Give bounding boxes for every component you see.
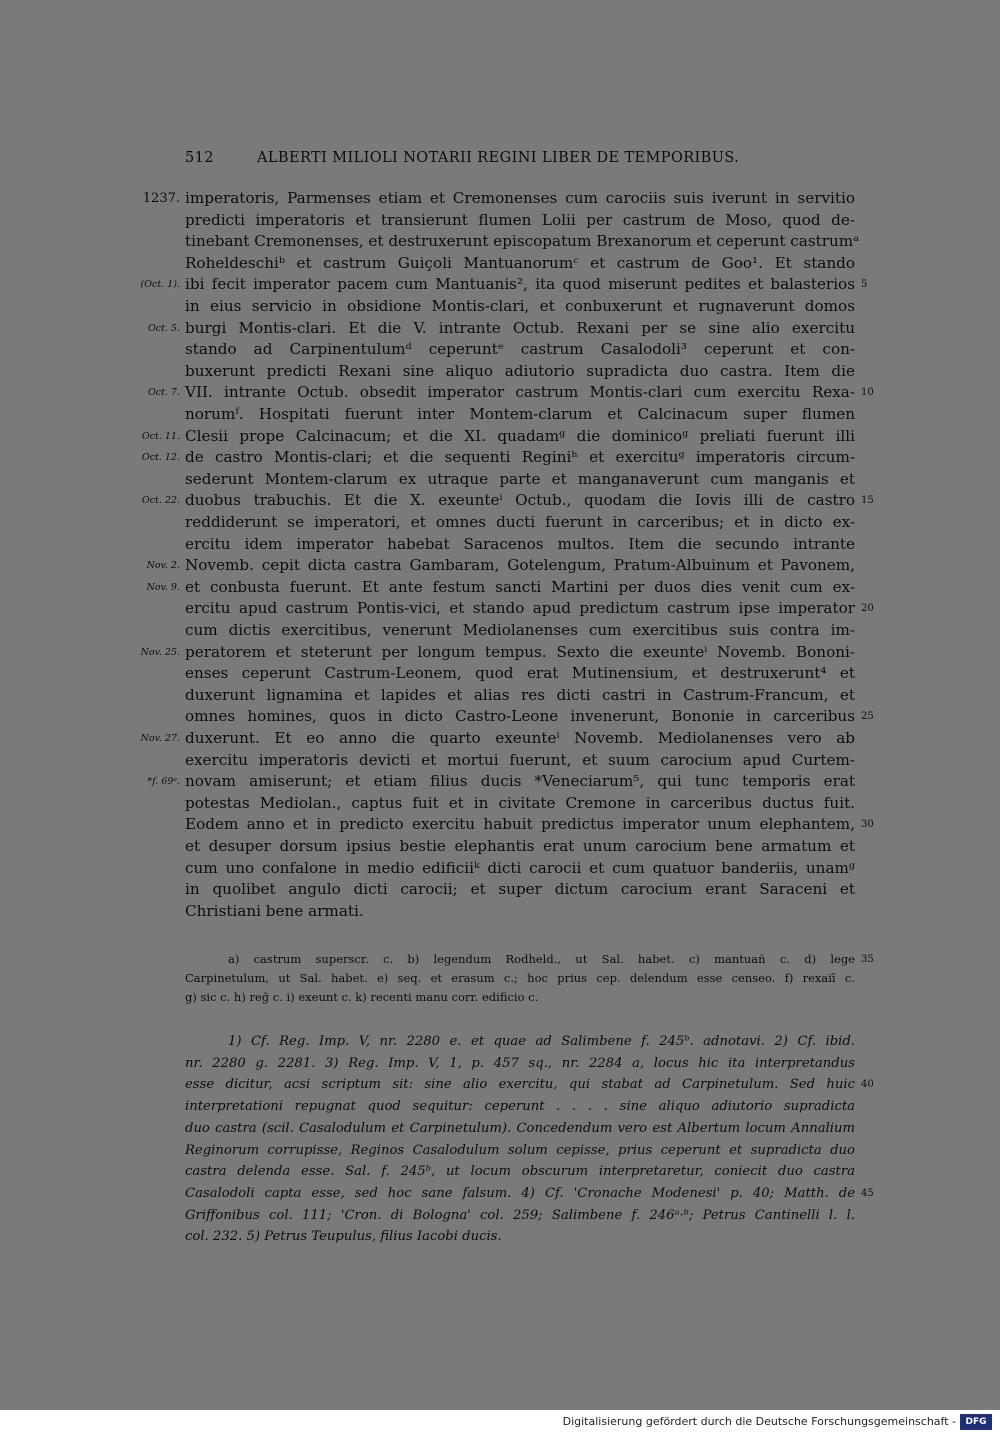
text-line: stando ad Carpinentulumᵈ ceperuntᵉ castrum Casalodoli³ ceperunt et con-	[185, 340, 855, 359]
text-line: reddiderunt se imperatori, et omnes ducti fuerunt in carceribus; et in dicto ex-	[185, 513, 855, 531]
textual-note-line: Carpinetulum, ut Sal. habet. e) seq. et erasum c.; hoc prius cep. delendum esse censeo. f) rexaiī c.	[185, 971, 855, 985]
text-line: potestas Mediolan., captus fuit et in civitate Cremone in carceribus ductus fuit.	[185, 793, 855, 812]
text-line: peratorem et steterunt per longum tempus. Sexto die exeunteⁱ Novemb. Bononi-	[185, 642, 855, 661]
textual-note-line: g) sic c. h) reğ c. i) exeunt c. k) recenti manu corr. edificio c.	[185, 990, 539, 1004]
line-number: 25	[861, 711, 874, 723]
textual-note-line: a) castrum superscr. c. b) legendum Rodheld., ut Sal. habet. c) mantuañ c. d) lege	[228, 952, 855, 966]
text-line: Clesii prope Calcinacum; et die XI. quadamᵍ die dominicoᵍ preliati fuerunt illi	[185, 426, 855, 445]
text-line: Eodem anno et in predicto exercitu habuit predictus imperator unum elephantem,	[185, 815, 855, 834]
text-line: duxerunt lignamina et lapides et alias res dicti castri in Castrum-Francum, et	[185, 685, 855, 704]
text-line: cum uno confalone in medio edificiiᵏ dicti carocii et cum quatuor banderiis, unamᵍ	[185, 858, 855, 877]
text-line: burgi Montis-clari. Et die V. intrante Octub. Rexani per se sine alio exercitu	[185, 318, 855, 337]
line-number: 5	[861, 279, 868, 291]
line-number: 15	[861, 495, 874, 507]
date-marker: Oct. 11.	[141, 430, 180, 442]
line-number: 30	[861, 819, 874, 831]
date-marker: Nov. 27.	[140, 733, 180, 744]
line-number: 20	[861, 603, 874, 615]
date-marker: Nov. 25.	[140, 646, 180, 658]
commentary-line: col. 232. 5) Petrus Teupulus, filius Iacobi ducis.	[185, 1229, 502, 1245]
year-marker: 1237.	[142, 191, 180, 206]
commentary-line: duo castra (scil. Casalodulum et Carpinetulum). Concedendum vero est Albertum locum Annalium	[185, 1120, 855, 1136]
commentary-line: 1) Cf. Reg. Imp. V, nr. 2280 e. et quae ad Salimbene f. 245ᵇ. adnotavi. 2) Cf. ibid.	[228, 1034, 855, 1049]
text-line: norumᶠ. Hospitati fuerunt inter Montem-clarum et Calcinacum super flumen	[185, 405, 855, 423]
text-line: in quolibet angulo dicti carocii; et super dictum carocium erant Saraceni et	[185, 880, 855, 899]
date-marker: (Oct. 1).	[140, 279, 180, 291]
text-line: cum dictis exercitibus, venerunt Mediolanenses cum exercitibus suis contra im-	[185, 621, 855, 639]
text-line: omnes homines, quos in dicto Castro-Leone invenerunt, Bononie in carceribus	[185, 707, 855, 726]
commentary-line: nr. 2280 g. 2281. 3) Reg. Imp. V, 1, p. 457 sq., nr. 2284 a, locus hic ita interpretandus	[185, 1055, 855, 1071]
date-marker: Nov. 9.	[146, 581, 180, 593]
text-line: enses ceperunt Castrum-Leonem, quod erat Mutinensium, et destruxerunt⁴ et	[185, 664, 855, 683]
commentary-line: interpretationi repugnat quod sequitur: ceperunt . . . . sine aliquo adiutorio supradicta	[185, 1099, 855, 1115]
commentary-line: Casalodoli capta esse, sed hoc sane falsum. 4) Cf. 'Cronache Modenesi' p. 40; Matth. de	[185, 1185, 855, 1201]
commentary-line: castra delenda esse. Sal. f. 245ᵇ, ut locum obscurum interpretaretur, coniecit duo castra	[185, 1164, 855, 1180]
date-marker: *f. 69ᵃ.	[147, 776, 180, 788]
text-line: Christiani bene armati.	[185, 901, 364, 920]
text-line: exercitu imperatoris devicti et mortui fuerunt, et suum carocium apud Curtem-	[185, 750, 855, 769]
page-number: 512	[185, 150, 214, 166]
line-number: 45	[861, 1187, 874, 1199]
line-number: 35	[861, 954, 874, 965]
commentary-line: Griffonibus col. 111; 'Cron. di Bologna' col. 259; Salimbene f. 246ᵃ·ᵇ; Petrus Cantinelli l. l.	[185, 1207, 855, 1223]
text-line: buxerunt predicti Rexani sine aliquo adiutorio supradicta duo castra. Item die	[185, 361, 855, 380]
text-line: ibi fecit imperator pacem cum Mantuanis², ita quod miserunt pedites et balasterios	[185, 275, 855, 294]
funding-footer	[0, 1410, 1000, 1434]
text-line: ercitu idem imperator habebat Saracenos multos. Item die secundo intrante	[185, 534, 855, 553]
dfg-logo: DFG	[960, 1414, 992, 1430]
text-line: VII. intrante Octub. obsedit imperator castrum Montis-clari cum exercitu Rexa-	[185, 383, 855, 402]
text-line: in eius servicio in obsidione Montis-clari, et conbuxerunt et rugnaverunt domos	[185, 297, 855, 315]
text-line: duobus trabuchis. Et die X. exeunteⁱ Octub., quodam die Iovis illi de castro	[185, 491, 855, 510]
text-line: Novemb. cepit dicta castra Gambaram, Gotelengum, Pratum-Albuinum et Pavonem,	[185, 556, 855, 575]
date-marker: Oct. 5.	[147, 322, 180, 334]
text-line: ercitu apud castrum Pontis-vici, et stando apud predictum castrum ipse imperator	[185, 599, 855, 618]
date-marker: Nov. 2.	[146, 560, 180, 572]
text-line: predicti imperatoris et transierunt flumen Lolii per castrum de Moso, quod de-	[185, 210, 855, 229]
funding-text: Digitalisierung gefördert durch die Deutsche Forschungsgemeinschaft -	[562, 1415, 956, 1428]
text-line: sederunt Montem-clarum ex utraque parte et manganaverunt cum manganis et	[185, 469, 855, 488]
running-title: ALBERTI MILIOLI NOTARII REGINI LIBER DE TEMPORIBUS.	[257, 150, 740, 166]
text-line: et conbusta fuerunt. Et ante festum sancti Martini per duos dies venit cum ex-	[185, 577, 855, 596]
text-line: de castro Montis-clari; et die sequenti Reginiʰ et exercituᵍ imperatoris circum-	[185, 448, 855, 467]
text-line: Roheldeschiᵇ et castrum Guiçoli Mantuanorumᶜ et castrum de Goo¹. Et stando	[185, 253, 855, 272]
line-number: 10	[861, 387, 874, 399]
text-line: tinebant Cremonenses, et destruxerunt episcopatum Brexanorum et ceperunt castrumᵃ	[185, 232, 860, 251]
text-line: novam amiserunt; et etiam filius ducis *Veneciarum⁵, qui tunc temporis erat	[185, 772, 855, 791]
date-marker: Oct. 12.	[141, 452, 180, 464]
commentary-line: Reginorum corrupisse, Reginos Casalodulum solum cepisse, prius ceperunt et supradicta duo	[185, 1142, 855, 1158]
text-line: et desuper dorsum ipsius bestie elephantis erat unum carocium bene armatum et	[185, 837, 855, 855]
line-number: 40	[861, 1079, 874, 1091]
text-line: duxerunt. Et eo anno die quarto exeunteⁱ Novemb. Mediolanenses vero ab	[185, 729, 855, 747]
date-marker: Oct. 7.	[147, 387, 180, 399]
commentary-line: esse dicitur, acsi scriptum sit: sine alio exercitu, qui stabat ad Carpinetulum. Sed huic	[185, 1077, 855, 1093]
date-marker: Oct. 22.	[141, 495, 180, 507]
text-line: imperatoris, Parmenses etiam et Cremonenses cum carociis suis iverunt in servitio	[185, 189, 855, 207]
